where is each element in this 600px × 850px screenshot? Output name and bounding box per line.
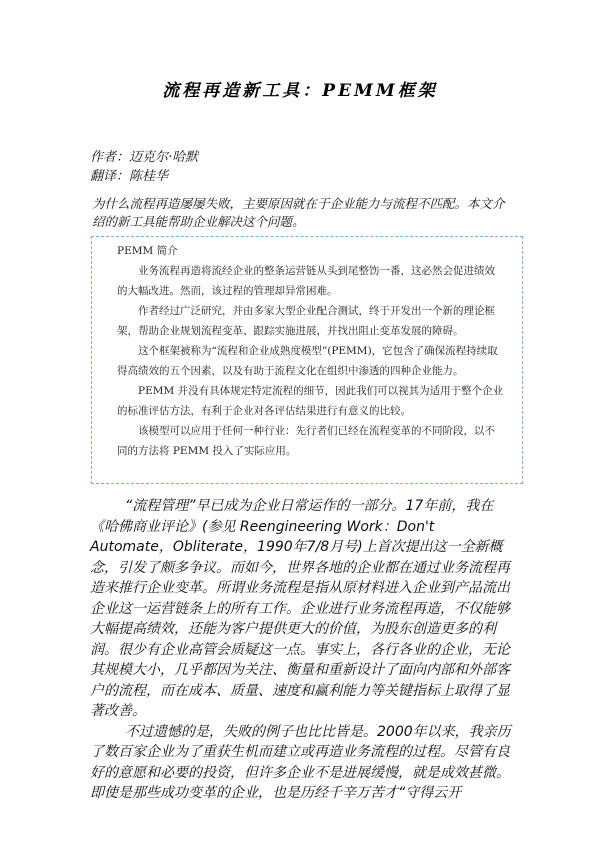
abstract-paragraph: PEMM 并没有具体规定特定流程的细节，因此我们可以视其为适用于整个企业的标准评估方法，有利于企业对各评估结果进行有意义的比较。 (117, 385, 504, 417)
body-paragraph: “流程管理”早已成为企业日常运作的一部分。17年前，我在《哈佛商业评论》(参见 Reengineering Work：Don't Automate，Obliterate，1990年7/8月号)上首次提出这一全新概念，引发了颇多争议。而如今，世界各地的企业都在通过业务流程再造来推行企业变革。所谓业务流程是指从原材料进入企业到产品流出企业这一运营链条上的所有工作。企业进行业务流程再造，不仅能够大幅提高绩效，还能为客户提供更大的价值，为股东创造更多的利润。很少有企业高管会质疑这一点。事实上，各行各业的企业，无论其规模大小，几乎都因为关注、衡量和重新设计了面向内部和外部客户的流程，而在成本、质量、速度和赢利能力等关键指标上取得了显著改善。 (90, 498, 510, 719)
article-body (90, 496, 518, 804)
author-line: 作者：迈克尔·哈默 (90, 150, 199, 165)
article-title: 流程再造新工具：PEMM框架 (162, 81, 438, 101)
body-paragraph: 不过遗憾的是，失败的例子也比比皆是。2000年以来，我亲历了数百家企业为了重获生机而建立或再造业务流程的过程。尽管有良好的意愿和必要的投资，但许多企业不是进展缓慢，就是成效甚微。即使是那些成功变革的企业，也是历经千辛万苦才“守得云开 (90, 723, 511, 801)
abstract-title: PEMM 简介 (117, 245, 178, 257)
abstract-paragraph: 这个框架被称为“流程和企业成熟度模型”(PEMM)，它包含了确保流程持续取得高绩效的五个因素，以及有助于流程文化在组织中渗透的四种企业能力。 (117, 345, 498, 377)
abstract-paragraph: 该模型可以应用于任何一种行业：先行者们已经在流程变革的不同阶段，以不同的方法将 PEMM 投入了实际应用。 (117, 425, 495, 457)
abstract-paragraph: 作者经过广泛研究，并由多家大型企业配合测试，终于开发出一个新的理论框架，帮助企业规划流程变革、跟踪实施进展，并找出阻止变革发展的障碍。 (117, 305, 495, 337)
abstract-box (91, 236, 523, 484)
translator-line: 翻译：陈桂华 (90, 169, 169, 184)
abstract-paragraph: 业务流程再造将流经企业的整条运营链从头到尾整饬一番，这必然会促进绩效的大幅改进。然而，该过程的管理却异常困难。 (117, 265, 495, 297)
article-lead: 为什么流程再造屡屡失败，主要原因就在于企业能力与流程不匹配。本文介绍的新工具能帮助企业解决这个问题。 (92, 196, 505, 229)
